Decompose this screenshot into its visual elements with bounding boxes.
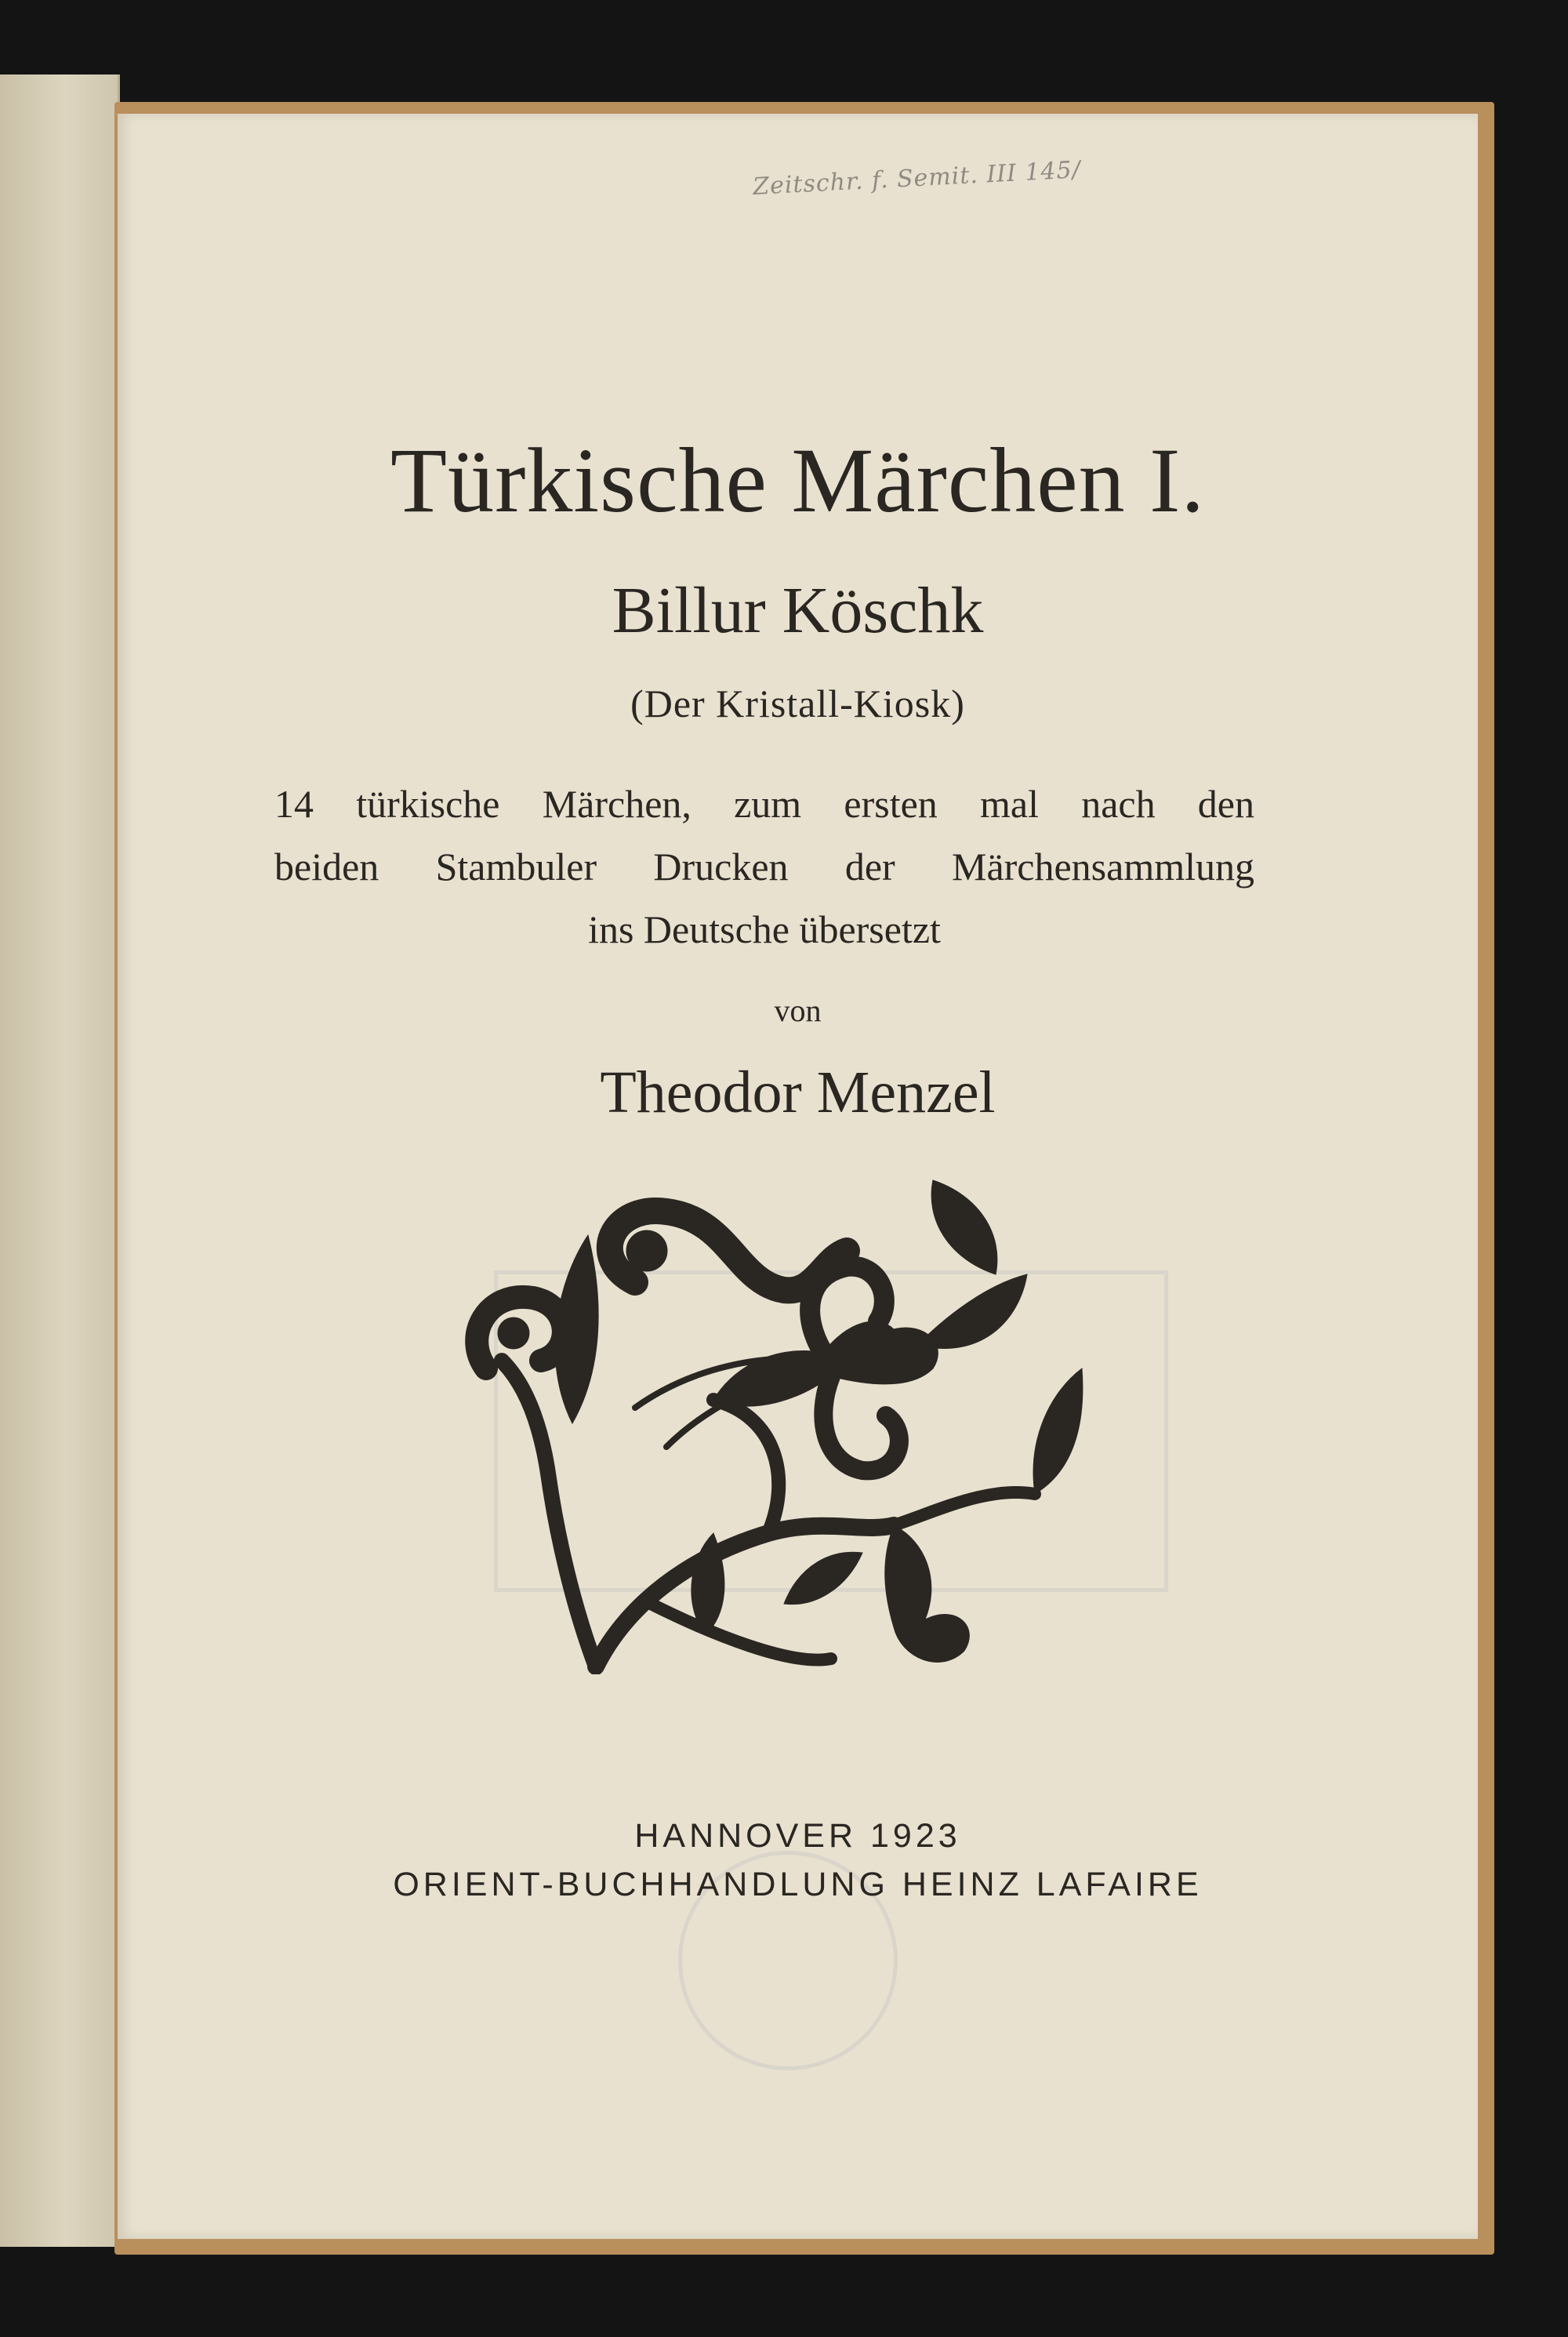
description [274, 772, 1254, 961]
publisher-place-year: HANNOVER 1923 [634, 1817, 961, 1855]
description-line: ins Deutsche übersetzt [588, 907, 941, 951]
floral-ornament-icon [455, 1165, 1098, 1674]
description-line: 14 türkische Märchen, zum ersten mal nach den [274, 782, 1254, 826]
left-page-edge [0, 75, 120, 2247]
author-name: Theodor Menzel [600, 1059, 996, 1125]
subtitle-translation: (Der Kristall-Kiosk) [630, 681, 965, 725]
book-subtitle: Billur Köschk [612, 574, 984, 647]
publisher-block [118, 1812, 1478, 1909]
publisher-name: ORIENT-BUCHHANDLUNG HEINZ LAFAIRE [393, 1866, 1203, 1903]
handwritten-shelf-note: Zeitschr. f. Semit. III 145/ [752, 156, 1082, 201]
by-label: von [774, 993, 822, 1028]
description-line: beiden Stambuler Drucken der Märchensammlung [274, 845, 1254, 889]
book-title: Türkische Märchen I. [390, 429, 1205, 532]
title-page [118, 114, 1478, 2239]
